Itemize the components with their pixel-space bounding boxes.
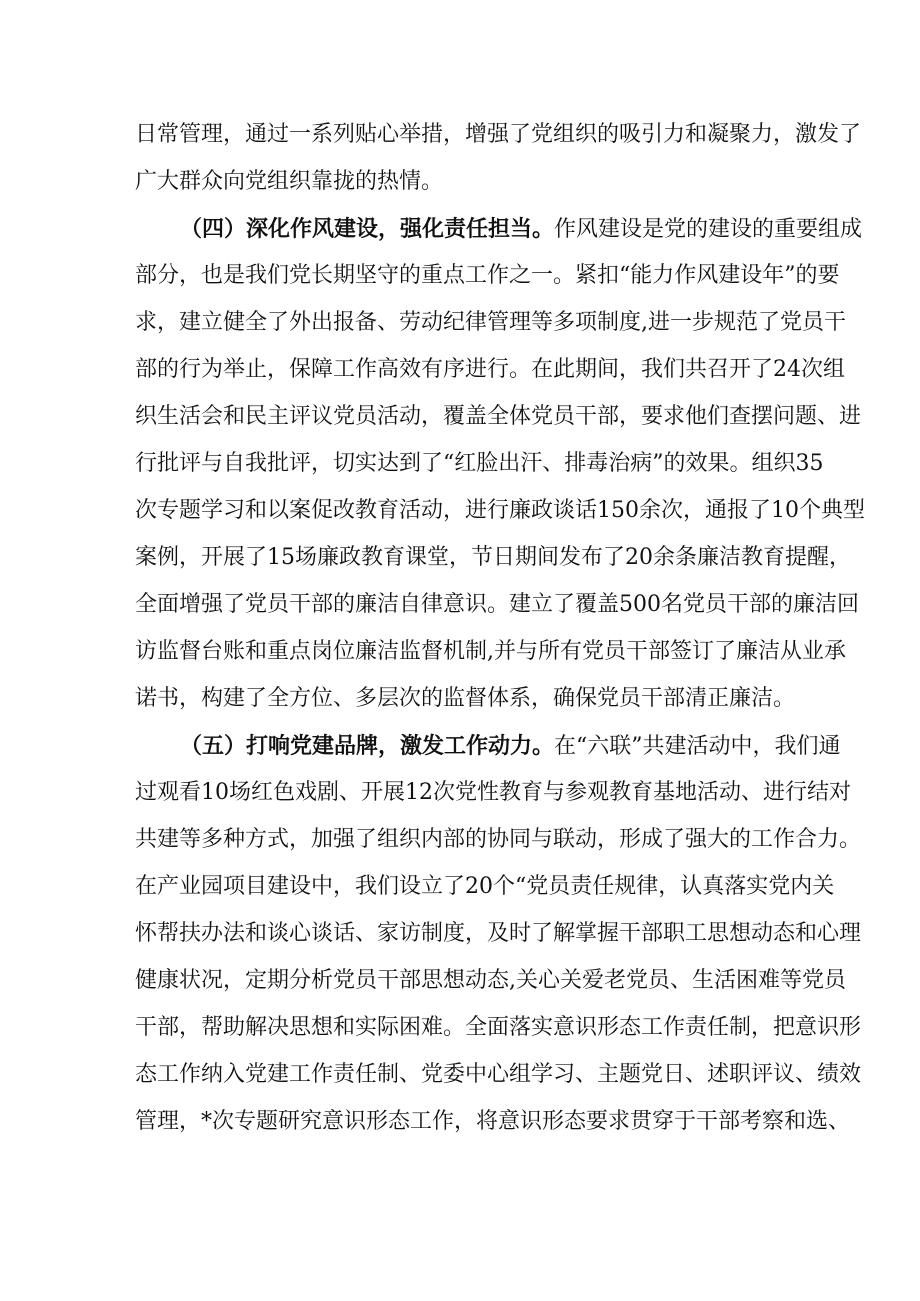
section-five-heading: （五）打响党建品牌，激发工作动力。 [180, 733, 555, 759]
section-four-heading-line [180, 205, 863, 253]
text-line: 广大群众向党组织靠拢的热情。 [135, 169, 444, 194]
text-run: 在“六联”共建活动中，我们通 [554, 734, 841, 759]
text-line: 访监督台账和重点岗位廉洁监督机制,并与所有党员干部签订了廉洁从业承 [135, 639, 846, 664]
text-line: 全面增强了党员干部的廉洁自律意识。建立了覆盖500名党员干部的廉洁回 [135, 592, 859, 617]
text-line: 干部，帮助解决思想和实际困难。全面落实意识形态工作责任制，把意识形 [135, 1015, 862, 1040]
text-line: 过观看10场红色戏剧、开展12次党性教育与参观教育基地活动、进行结对 [135, 780, 851, 805]
text-line: 健康状况，定期分析党员干部思想动态,关心关爱老党员、生活困难等党员 [135, 968, 846, 993]
text-line: 部分，也是我们党长期坚守的重点工作之一。紧扣“能力作风建设年”的要 [135, 263, 840, 288]
text-line: 日常管理，通过一系列贴心举措，增强了党组织的吸引力和凝聚力，激发了 [135, 122, 862, 147]
text-line: 部的行为举止，保障工作高效有序进行。在此期间，我们共召开了24次组 [135, 357, 845, 382]
text-line: 案例，开展了15场廉政教育课堂，节日期间发布了20余条廉洁教育提醒， [135, 545, 851, 570]
section-four-heading: （四）深化作风建设，强化责任担当。 [180, 216, 555, 242]
text-line: 共建等多种方式，加强了组织内部的协同与联动，形成了强大的工作合力。 [135, 827, 862, 852]
text-line: 态工作纳入党建工作责任制、党委中心组学习、主题党日、述职评议、绩效 [135, 1062, 862, 1087]
text-line: 怀帮扶办法和谈心谈话、家访制度，及时了解掌握干部职工思想动态和心理 [135, 921, 862, 946]
text-line: 求，建立健全了外出报备、劳动纪律管理等多项制度,进一步规范了党员干 [135, 310, 846, 335]
text-line: 织生活会和民主评议党员活动，覆盖全体党员干部，要求他们查摆问题、进 [135, 404, 862, 429]
text-run: 作风建设是党的建设的重要组成 [554, 217, 863, 242]
text-line: 诺书，构建了全方位、多层次的监督体系，确保党员干部清正廉洁。 [135, 686, 796, 711]
text-line: 在产业园项目建设中，我们设立了20个“党员责任规律，认真落实党内关 [135, 874, 835, 899]
text-line: 次专题学习和以案促改教育活动，进行廉政谈话150余次，通报了10个典型 [135, 498, 865, 523]
text-line: 行批评与自我批评，切实达到了“红脸出汗、排毒治病”的效果。组织35 [135, 451, 824, 476]
text-line: 管理，*次专题研究意识形态工作，将意识形态要求贯穿于干部考察和选、 [135, 1109, 851, 1134]
section-five-heading-line [180, 722, 841, 770]
